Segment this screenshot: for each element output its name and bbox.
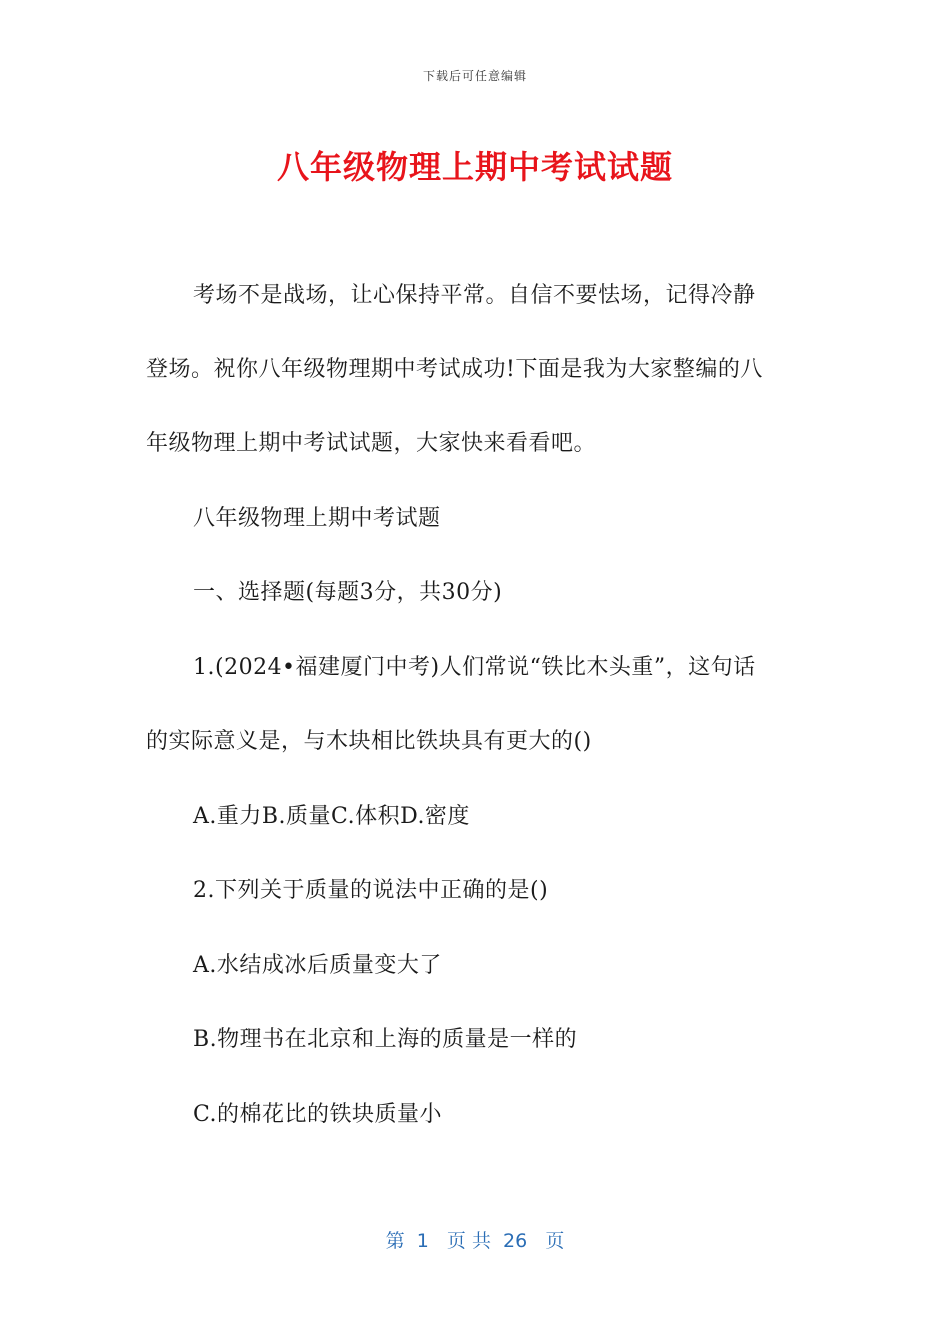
question-1-options: A.重力B.质量C.体积D.密度: [193, 804, 470, 829]
paragraph-line: 登场。祝你八年级物理期中考试成功!下面是我为大家整编的八: [146, 357, 763, 382]
question-2-stem: 2.下列关于质量的说法中正确的是(): [193, 878, 549, 903]
question-2-option-c: C.的棉花比的铁块质量小: [193, 1102, 443, 1127]
question-group-heading: 一、选择题(每题3分，共30分): [193, 580, 503, 605]
section-heading: 八年级物理上期中考试题: [193, 506, 441, 531]
paragraph-line: 年级物理上期中考试试题，大家快来看看吧。: [146, 431, 597, 456]
page-footer: 第 1 页 共 26 页: [385, 1230, 565, 1252]
question-2-option-b: B.物理书在北京和上海的质量是一样的: [193, 1027, 578, 1052]
question-2-option-a: A.水结成冰后质量变大了: [193, 953, 442, 978]
document-title: 八年级物理上期中考试试题: [276, 148, 673, 186]
paragraph-line: 考场不是战场，让心保持平常。自信不要怯场，记得冷静: [193, 283, 756, 308]
header-note: 下载后可任意编辑: [422, 69, 527, 83]
question-1-line: 的实际意义是，与木块相比铁块具有更大的(): [146, 729, 592, 754]
question-1-line: 1.(2024•福建厦门中考)人们常说“铁比木头重”，这句话: [193, 655, 756, 680]
